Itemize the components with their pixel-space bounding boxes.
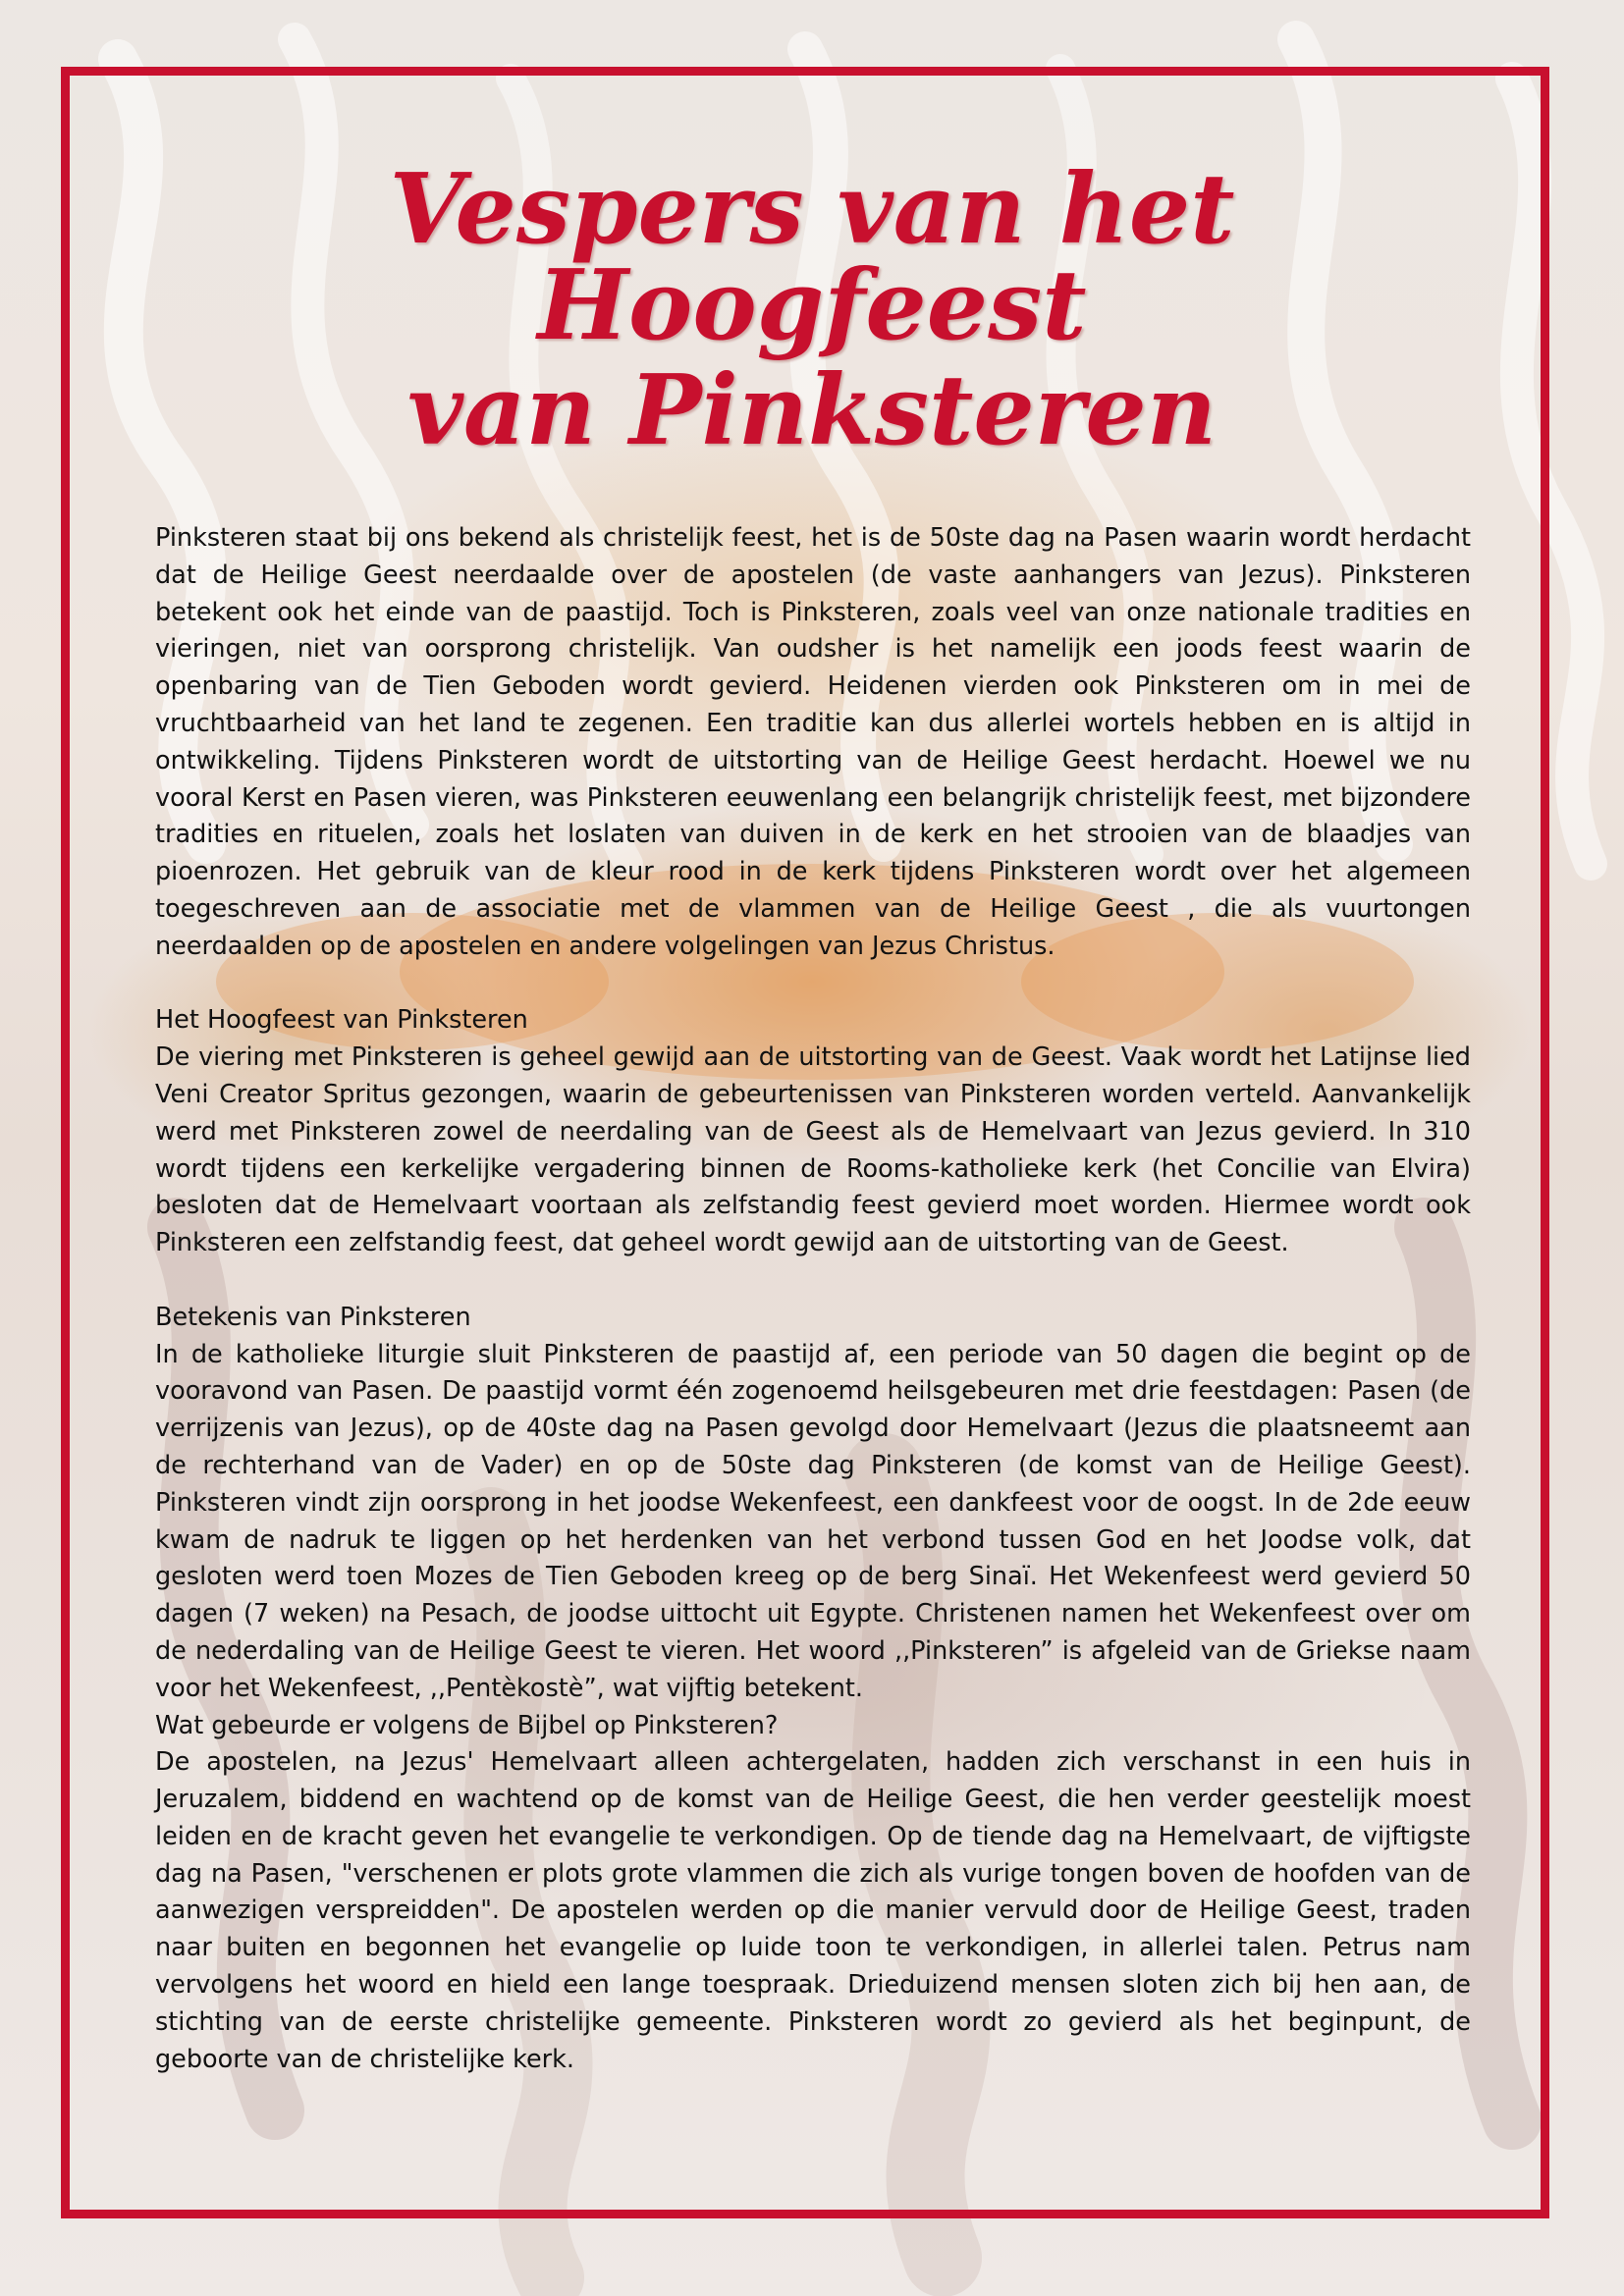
section-heading-bijbel: Wat gebeurde er volgens de Bijbel op Pinksteren? — [155, 1710, 779, 1740]
section-heading-betekenis: Betekenis van Pinksteren — [155, 1302, 471, 1332]
section-paragraph-hoogfeest: De viering met Pinksteren is geheel gewijd aan de uitstorting van de Geest. Vaak wordt het Latijnse lied Veni Creator Spritus gezongen, waarin de gebeurtenissen van Pinksteren worden verteld. Aanvankelijk werd met Pinksteren zowel de neerdaling van de Geest als de Hemelvaart van Jezus gevierd. In 310 wordt tijdens een kerkelijke vergadering binnen de Rooms-katholieke kerk (het Concilie van Elvira) besloten dat de Hemelvaart voortaan als zelfstandig feest gevierd moet worden. Hiermee wordt ook Pinksteren een zelfstandig feest, dat geheel wordt gewijd aan de uitstorting van de Geest. — [155, 1042, 1471, 1258]
section-heading-hoogfeest: Het Hoogfeest van Pinksteren — [155, 1005, 528, 1036]
paragraph-gap — [155, 1262, 1471, 1300]
paragraph-gap — [155, 966, 1471, 1003]
intro-paragraph: Pinksteren staat bij ons bekend als christelijk feest, het is de 50ste dag na Pasen waarin wordt herdacht dat de Heilige Geest neerdaalde over de apostelen (de vaste aanhangers van Jezus). Pinksteren betekent ook het einde van de paastijd. Toch is Pinksteren, zoals veel van onze nationale tradities en vieringen, niet van oorsprong christelijk. Van oudsher is het namelijk een joods feest waarin de openbaring van de Tien Geboden wordt gevierd. Heidenen vierden ook Pinksteren om in mei de vruchtbaarheid van het land te zegenen. Een traditie kan dus allerlei wortels hebben en is altijd in ontwikkeling. Tijdens Pinksteren wordt de uitstorting van de Heilige Geest herdacht. Hoewel we nu vooral Kerst en Pasen vieren, was Pinksteren eeuwenlang een belangrijk christelijk feest, met bijzondere tradities en rituelen, zoals het loslaten van duiven in de kerk en het strooien van de blaadjes van pioenrozen. Het gebruik van de kleur rood in de kerk tijdens Pinksteren wordt over het algemeen toegeschreven aan de associatie met de vlammen van de Heilige Geest , die als vuurtongen neerdaalden op de apostelen en andere volgelingen van Jezus Christus. — [155, 523, 1471, 961]
section-paragraph-bijbel: De apostelen, na Jezus' Hemelvaart alleen achtergelaten, hadden zich verschanst in een huis in Jeruzalem, biddend en wachtend op de komst van de Heilige Geest, die hen verder geestelijk moest leiden en de kracht geven het evangelie te verkondigen. Op de tiende dag na Hemelvaart, de vijftigste dag na Pasen, "verschenen er plots grote vlammen die zich als vurige tongen boven de hoofden van de aanwezigen verspreidden". De apostelen werden op die manier vervuld door de Heilige Geest, traden naar buiten en begonnen het evangelie op luide toon te verkondigen, in allerlei talen. Petrus nam vervolgens het woord en hield een lange toespraak. Drieduizend mensen sloten zich bij hen aan, de stichting van de eerste christelijke gemeente. Pinksteren wordt zo gevierd als het beginpunt, de geboorte van de christelijke kerk. — [155, 1747, 1471, 2074]
page-title-line-1: Vespers van het Hoogfeest — [389, 153, 1235, 362]
page-title-line-2: van Pinksteren — [407, 354, 1217, 467]
article-body — [155, 520, 1471, 2078]
section-paragraph-betekenis: In de katholieke liturgie sluit Pinksteren de paastijd af, een periode van 50 dagen die begint op de vooravond van Pasen. De paastijd vormt één zogenoemd heilsgebeuren met drie feestdagen: Pasen (de verrijzenis van Jezus), op de 40ste dag na Pasen gevolgd door Hemelvaart (Jezus die plaatsneemt aan de rechterhand van de Vader) en op de 50ste dag Pinksteren (de komst van de Heilige Geest). Pinksteren vindt zijn oorsprong in het joodse Wekenfeest, een dankfeest voor de oogst. In de 2de eeuw kwam de nadruk te liggen op het herdenken van het verbond tussen God en het Joodse volk, dat gesloten werd toen Mozes de Tien Geboden kreeg op de berg Sinaï. Het Wekenfeest werd gevierd 50 dagen (7 weken) na Pesach, de joodse uittocht uit Egypte. Christenen namen het Wekenfeest over om de nederdaling van de Heilige Geest te vieren. Het woord ,,Pinksteren” is afgeleid van de Griekse naam voor het Wekenfeest, ,,Pentèkostè”, wat vijftig betekent. — [155, 1339, 1471, 1703]
